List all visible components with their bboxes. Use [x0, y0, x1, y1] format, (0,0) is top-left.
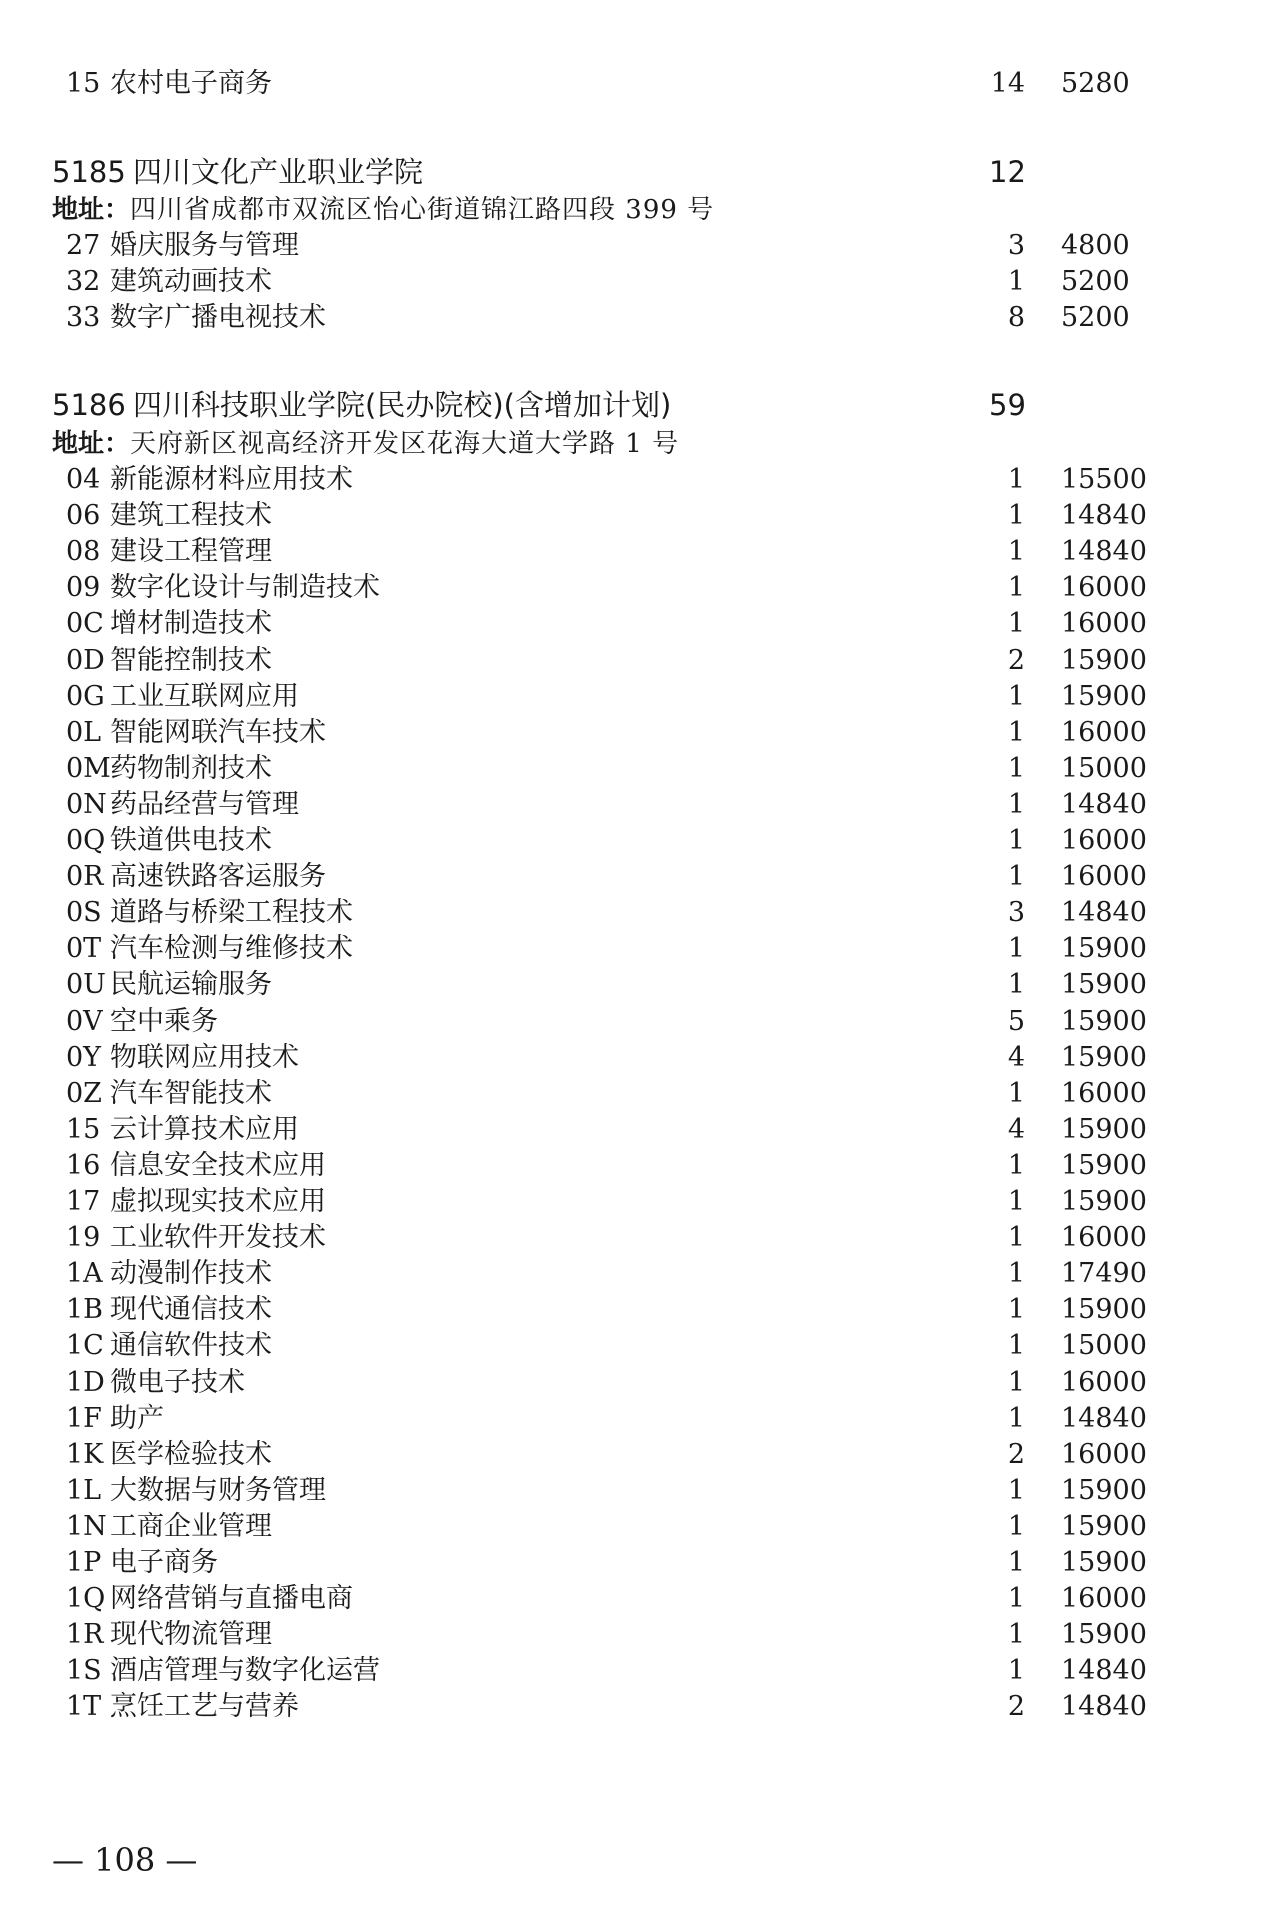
major-row	[0, 228, 1270, 264]
major-row	[0, 859, 1270, 895]
major-code: 1C	[66, 1330, 104, 1361]
major-row	[0, 1292, 1270, 1328]
major-code: 0L	[66, 717, 102, 748]
major-fee: 14840	[1061, 500, 1147, 531]
major-row	[0, 679, 1270, 715]
major-fee: 16000	[1061, 717, 1147, 748]
major-fee: 16000	[1061, 1583, 1147, 1614]
major-name: 新能源材料应用技术	[110, 464, 353, 495]
address-label: 地址：	[52, 195, 131, 225]
major-count: 1	[1007, 500, 1025, 531]
major-name: 医学检验技术	[110, 1439, 272, 1470]
major-fee: 15900	[1061, 681, 1147, 712]
major-count: 4	[1007, 1042, 1025, 1073]
major-row	[0, 1076, 1270, 1112]
school-address	[52, 192, 714, 228]
major-fee: 15900	[1061, 1042, 1147, 1073]
major-count: 2	[1007, 1691, 1025, 1722]
major-count: 1	[1007, 933, 1025, 964]
major-count: 1	[1007, 1403, 1025, 1434]
major-row	[0, 823, 1270, 859]
major-code: 09	[66, 572, 101, 603]
major-code: 0V	[66, 1006, 103, 1037]
major-name: 工商企业管理	[110, 1511, 272, 1542]
major-row	[0, 534, 1270, 570]
major-fee: 17490	[1061, 1258, 1147, 1289]
major-row	[0, 462, 1270, 498]
major-count: 1	[1007, 1475, 1025, 1506]
major-name: 数字广播电视技术	[110, 302, 326, 333]
major-code: 15	[66, 68, 101, 99]
major-name: 网络营销与直播电商	[110, 1583, 353, 1614]
major-name: 建筑动画技术	[110, 266, 272, 297]
major-name: 动漫制作技术	[110, 1258, 272, 1289]
major-count: 1	[1007, 1186, 1025, 1217]
major-name: 数字化设计与制造技术	[110, 572, 380, 603]
major-fee: 14840	[1061, 1403, 1147, 1434]
major-name: 高速铁路客运服务	[110, 861, 326, 892]
major-count: 1	[1007, 536, 1025, 567]
major-name: 现代物流管理	[110, 1619, 272, 1650]
major-name: 汽车智能技术	[110, 1078, 272, 1109]
major-row	[0, 1653, 1270, 1689]
major-code: 1T	[66, 1691, 102, 1722]
address-text: 四川省成都市双流区怡心街道锦江路四段 399 号	[130, 195, 715, 225]
major-fee: 15900	[1061, 1186, 1147, 1217]
major-count: 1	[1007, 861, 1025, 892]
major-row	[0, 1004, 1270, 1040]
major-row	[0, 1689, 1270, 1725]
major-row	[0, 66, 1270, 102]
major-code: 0G	[66, 681, 105, 712]
major-fee: 15900	[1061, 1006, 1147, 1037]
major-fee: 16000	[1061, 861, 1147, 892]
address-text: 天府新区视高经济开发区花海大道大学路 1 号	[130, 429, 680, 459]
major-code: 0Q	[66, 825, 106, 856]
school-name: 四川文化产业职业学院	[133, 155, 424, 189]
school-total: 59	[989, 388, 1026, 422]
major-code: 0D	[66, 645, 105, 676]
major-count: 1	[1007, 825, 1025, 856]
major-count: 1	[1007, 969, 1025, 1000]
major-fee: 4800	[1061, 230, 1130, 261]
major-name: 建筑工程技术	[110, 500, 272, 531]
major-count: 3	[1007, 230, 1025, 261]
major-row	[0, 570, 1270, 606]
major-count: 1	[1007, 1583, 1025, 1614]
major-row	[0, 1256, 1270, 1292]
major-row	[0, 787, 1270, 823]
major-row	[0, 1148, 1270, 1184]
major-fee: 14840	[1061, 789, 1147, 820]
major-name: 智能网联汽车技术	[110, 717, 326, 748]
major-name: 烹饪工艺与营养	[110, 1691, 299, 1722]
major-fee: 15000	[1061, 1330, 1147, 1361]
major-count: 5	[1007, 1006, 1025, 1037]
major-fee: 16000	[1061, 1078, 1147, 1109]
major-fee: 14840	[1061, 536, 1147, 567]
major-fee: 16000	[1061, 1367, 1147, 1398]
major-fee: 14840	[1061, 1691, 1147, 1722]
page-number: — 108 —	[52, 1841, 198, 1879]
major-count: 1	[1007, 1078, 1025, 1109]
major-code: 0M	[66, 753, 111, 784]
major-code: 1K	[66, 1439, 104, 1470]
major-count: 1	[1007, 266, 1025, 297]
major-fee: 15500	[1061, 464, 1147, 495]
major-fee: 15900	[1061, 1114, 1147, 1145]
major-code: 1A	[66, 1258, 103, 1289]
major-fee: 16000	[1061, 825, 1147, 856]
major-code: 06	[66, 500, 101, 531]
major-name: 智能控制技术	[110, 645, 272, 676]
major-row	[0, 643, 1270, 679]
major-code: 0S	[66, 897, 102, 928]
major-row	[0, 931, 1270, 967]
major-row	[0, 1473, 1270, 1509]
major-code: 0Y	[66, 1042, 102, 1073]
major-row	[0, 498, 1270, 534]
major-code: 1D	[66, 1367, 105, 1398]
major-code: 08	[66, 536, 101, 567]
major-row	[0, 751, 1270, 787]
major-fee: 16000	[1061, 608, 1147, 639]
major-fee: 5200	[1061, 302, 1130, 333]
major-count: 8	[1007, 302, 1025, 333]
major-name: 虚拟现实技术应用	[110, 1186, 326, 1217]
major-code: 1Q	[66, 1583, 106, 1614]
major-code: 32	[66, 266, 101, 297]
major-code: 33	[66, 302, 101, 333]
major-row	[0, 715, 1270, 751]
major-count: 1	[1007, 1330, 1025, 1361]
major-code: 19	[66, 1222, 101, 1253]
major-code: 0C	[66, 608, 104, 639]
major-code: 15	[66, 1114, 101, 1145]
major-name: 药品经营与管理	[110, 789, 299, 820]
major-name: 建设工程管理	[110, 536, 272, 567]
major-count: 1	[1007, 753, 1025, 784]
major-code: 0U	[66, 969, 106, 1000]
major-fee: 16000	[1061, 572, 1147, 603]
major-row	[0, 967, 1270, 1003]
major-code: 1R	[66, 1619, 104, 1650]
major-name: 汽车检测与维修技术	[110, 933, 353, 964]
major-count: 1	[1007, 717, 1025, 748]
major-count: 1	[1007, 1547, 1025, 1578]
major-row	[0, 264, 1270, 300]
major-count: 4	[1007, 1114, 1025, 1145]
major-row	[0, 1581, 1270, 1617]
major-count: 1	[1007, 1655, 1025, 1686]
school-header	[0, 152, 1270, 192]
major-fee: 15900	[1061, 1475, 1147, 1506]
major-fee: 15900	[1061, 1619, 1147, 1650]
major-name: 大数据与财务管理	[110, 1475, 326, 1506]
major-row	[0, 1401, 1270, 1437]
major-row	[0, 1112, 1270, 1148]
major-code: 1N	[66, 1511, 107, 1542]
major-name: 铁道供电技术	[110, 825, 272, 856]
major-row	[0, 300, 1270, 336]
major-name: 工业互联网应用	[110, 681, 299, 712]
major-code: 16	[66, 1150, 101, 1181]
major-name: 云计算技术应用	[110, 1114, 299, 1145]
major-count: 1	[1007, 1150, 1025, 1181]
address-label: 地址：	[52, 429, 131, 459]
major-fee: 16000	[1061, 1439, 1147, 1470]
major-fee: 15900	[1061, 1294, 1147, 1325]
school-total: 12	[989, 155, 1026, 189]
major-name: 药物制剂技术	[110, 753, 272, 784]
major-name: 增材制造技术	[110, 608, 272, 639]
major-count: 1	[1007, 681, 1025, 712]
major-code: 04	[66, 464, 101, 495]
major-name: 农村电子商务	[110, 68, 272, 99]
major-count: 2	[1007, 645, 1025, 676]
major-fee: 14840	[1061, 897, 1147, 928]
major-name: 道路与桥梁工程技术	[110, 897, 353, 928]
major-row	[0, 1328, 1270, 1364]
major-name: 工业软件开发技术	[110, 1222, 326, 1253]
major-fee: 15000	[1061, 753, 1147, 784]
major-row	[0, 1545, 1270, 1581]
major-name: 物联网应用技术	[110, 1042, 299, 1073]
major-count: 1	[1007, 572, 1025, 603]
major-row	[0, 1040, 1270, 1076]
major-code: 0Z	[66, 1078, 102, 1109]
major-fee: 16000	[1061, 1222, 1147, 1253]
major-count: 1	[1007, 464, 1025, 495]
major-code: 17	[66, 1186, 101, 1217]
major-code: 1F	[66, 1403, 102, 1434]
major-count: 2	[1007, 1439, 1025, 1470]
major-fee: 15900	[1061, 1547, 1147, 1578]
major-count: 1	[1007, 608, 1025, 639]
major-code: 27	[66, 230, 101, 261]
school-name: 四川科技职业学院(民办院校)(含增加计划)	[133, 388, 672, 422]
major-name: 酒店管理与数字化运营	[110, 1655, 380, 1686]
major-name: 助产	[110, 1403, 164, 1434]
major-fee: 5200	[1061, 266, 1130, 297]
major-name: 现代通信技术	[110, 1294, 272, 1325]
major-fee: 15900	[1061, 1150, 1147, 1181]
school-header	[0, 385, 1270, 425]
major-name: 通信软件技术	[110, 1330, 272, 1361]
major-fee: 14840	[1061, 1655, 1147, 1686]
major-row	[0, 1509, 1270, 1545]
major-row	[0, 895, 1270, 931]
major-count: 1	[1007, 1294, 1025, 1325]
major-count: 1	[1007, 1258, 1025, 1289]
major-count: 1	[1007, 789, 1025, 820]
school-id: 5185	[52, 155, 126, 189]
school-id: 5186	[52, 388, 126, 422]
major-count: 1	[1007, 1619, 1025, 1650]
major-name: 空中乘务	[110, 1006, 218, 1037]
major-fee: 15900	[1061, 969, 1147, 1000]
major-name: 民航运输服务	[110, 969, 272, 1000]
major-fee: 5280	[1061, 68, 1130, 99]
major-count: 14	[990, 68, 1025, 99]
major-fee: 15900	[1061, 1511, 1147, 1542]
major-code: 1P	[66, 1547, 102, 1578]
major-row	[0, 1437, 1270, 1473]
major-row	[0, 1365, 1270, 1401]
major-code: 0R	[66, 861, 104, 892]
major-count: 1	[1007, 1367, 1025, 1398]
major-row	[0, 1617, 1270, 1653]
major-fee: 15900	[1061, 645, 1147, 676]
major-code: 1B	[66, 1294, 104, 1325]
major-name: 信息安全技术应用	[110, 1150, 326, 1181]
major-code: 0T	[66, 933, 102, 964]
major-name: 婚庆服务与管理	[110, 230, 299, 261]
major-row	[0, 1184, 1270, 1220]
major-count: 1	[1007, 1511, 1025, 1542]
major-count: 3	[1007, 897, 1025, 928]
major-fee: 15900	[1061, 933, 1147, 964]
major-code: 0N	[66, 789, 107, 820]
major-code: 1S	[66, 1655, 102, 1686]
major-name: 电子商务	[110, 1547, 218, 1578]
major-row	[0, 1220, 1270, 1256]
major-count: 1	[1007, 1222, 1025, 1253]
major-row	[0, 606, 1270, 642]
school-address	[52, 426, 679, 462]
major-name: 微电子技术	[110, 1367, 245, 1398]
major-code: 1L	[66, 1475, 102, 1506]
